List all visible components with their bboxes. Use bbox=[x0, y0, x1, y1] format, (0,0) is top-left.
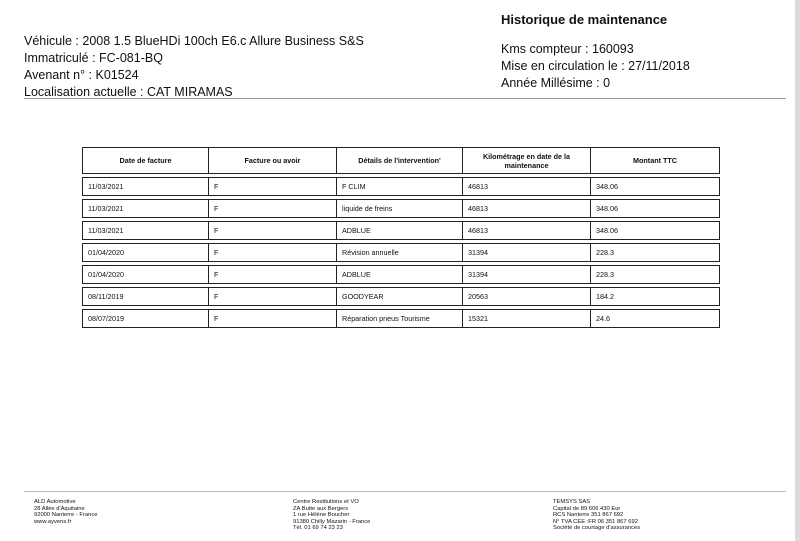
cell-date: 11/03/2021 bbox=[82, 221, 209, 240]
page-title: Historique de maintenance bbox=[501, 12, 668, 27]
cell-date: 08/11/2019 bbox=[82, 287, 209, 306]
cell-details: liquide de freins bbox=[337, 199, 463, 218]
odometer: Kms compteur : 160093 bbox=[501, 42, 634, 56]
cell-mileage: 31394 bbox=[463, 265, 591, 284]
footer-line: www.ayvens.fr bbox=[34, 518, 72, 525]
footer-line: Tél. 01 69 74 23 23 bbox=[293, 525, 343, 532]
cell-details: ADBLUE bbox=[337, 265, 463, 284]
table-row bbox=[82, 199, 720, 218]
cell-type: F bbox=[209, 243, 337, 262]
cell-amount: 348.06 bbox=[591, 177, 720, 196]
footer-line: Centre Restitutions et VO bbox=[293, 499, 359, 505]
cell-mileage: 46813 bbox=[463, 221, 591, 240]
vehicle-location: Localisation actuelle : CAT MIRAMAS bbox=[24, 85, 233, 99]
cell-mileage: 15321 bbox=[463, 309, 591, 328]
footer-line: Société de courtage d'assurances bbox=[553, 525, 641, 532]
cell-type: F bbox=[209, 199, 337, 218]
col-header: Montant TTC bbox=[591, 147, 720, 174]
footer-line: 91380 Chilly Mazarin - France bbox=[293, 518, 371, 525]
vehicle-model: Véhicule : 2008 1.5 BlueHDi 100ch E6.c Allure Business S&S bbox=[24, 34, 364, 48]
maintenance-table bbox=[82, 144, 720, 331]
cell-amount: 184.2 bbox=[591, 287, 720, 306]
cell-details: ADBLUE bbox=[337, 221, 463, 240]
model-year: Année Millésime : 0 bbox=[501, 76, 611, 90]
table-row bbox=[82, 177, 720, 196]
footer-line: 28 Allée d'Aquitaine bbox=[34, 505, 85, 512]
table-row bbox=[82, 309, 720, 328]
cell-amount: 348.06 bbox=[591, 199, 720, 218]
cell-amount: 348.06 bbox=[591, 221, 720, 240]
cell-type: F bbox=[209, 309, 337, 328]
footer-line: ALD Automotive bbox=[34, 499, 76, 505]
footer-line: TEMSYS SAS bbox=[553, 499, 591, 505]
footer-divider bbox=[24, 491, 786, 492]
registration-date: Mise en circulation le : 27/11/2018 bbox=[501, 59, 690, 73]
col-header: Facture ou avoir bbox=[209, 147, 337, 174]
table-row bbox=[82, 243, 720, 262]
cell-details: F CLIM bbox=[337, 177, 463, 196]
footer-line: Capital de 89 606 430 Eur bbox=[553, 505, 621, 512]
cell-date: 01/04/2020 bbox=[82, 243, 209, 262]
footer-line: RCS Nanterre 351 867 692 bbox=[553, 512, 624, 519]
cell-date: 11/03/2021 bbox=[82, 199, 209, 218]
cell-amount: 228.3 bbox=[591, 265, 720, 284]
cell-details: Réparation pneus Tourisme bbox=[337, 309, 463, 328]
col-header: Date de facture bbox=[82, 147, 209, 174]
cell-mileage: 20563 bbox=[463, 287, 591, 306]
footer-legal bbox=[553, 499, 640, 532]
cell-type: F bbox=[209, 265, 337, 284]
cell-type: F bbox=[209, 287, 337, 306]
footer-line: 92000 Nanterre - France bbox=[34, 512, 98, 519]
vehicle-avenant: Avenant n° : K01524 bbox=[24, 68, 139, 82]
table-row bbox=[82, 287, 720, 306]
table-header-row bbox=[82, 147, 720, 174]
cell-mileage: 46813 bbox=[463, 177, 591, 196]
footer-restitution-center bbox=[293, 499, 370, 532]
vehicle-plate: Immatriculé : FC-081-BQ bbox=[24, 51, 163, 65]
cell-details: Révision annuelle bbox=[337, 243, 463, 262]
cell-details: GOODYEAR bbox=[337, 287, 463, 306]
col-header: Kilométrage en date de la maintenance bbox=[463, 147, 591, 174]
vehicle-info bbox=[24, 33, 364, 101]
cell-date: 11/03/2021 bbox=[82, 177, 209, 196]
footer-line: N° TVA CEE :FR 06 351 867 692 bbox=[553, 518, 638, 525]
maintenance-summary bbox=[501, 11, 690, 92]
col-header: Détails de l'intervention' bbox=[337, 147, 463, 174]
footer-line: ZA Butte aux Bergers bbox=[293, 505, 349, 512]
footer-line: 1 rue Hélène Boucher bbox=[293, 512, 350, 519]
cell-mileage: 31394 bbox=[463, 243, 591, 262]
header-divider bbox=[24, 98, 786, 99]
cell-date: 08/07/2019 bbox=[82, 309, 209, 328]
cell-date: 01/04/2020 bbox=[82, 265, 209, 284]
cell-mileage: 46813 bbox=[463, 199, 591, 218]
cell-amount: 24.6 bbox=[591, 309, 720, 328]
cell-type: F bbox=[209, 221, 337, 240]
cell-amount: 228.3 bbox=[591, 243, 720, 262]
table-row bbox=[82, 221, 720, 240]
footer-company bbox=[34, 499, 97, 525]
cell-type: F bbox=[209, 177, 337, 196]
table-row bbox=[82, 265, 720, 284]
